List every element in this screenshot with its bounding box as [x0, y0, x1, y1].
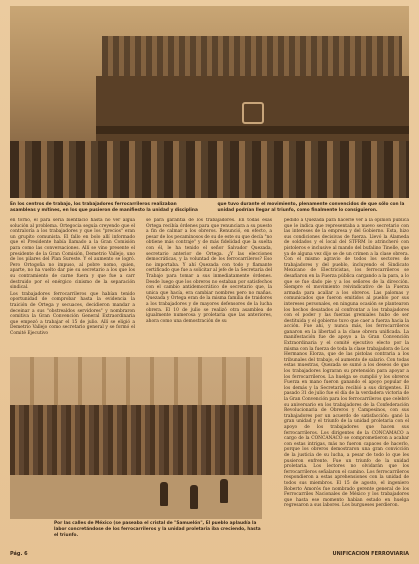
- photo-crowd-on-train: [102, 36, 402, 81]
- top-caption-left: En los centros de trabajo, los trabajadores ferrocarrileros realizaban asambleas y mítines, en los que pusieron de manifiesto la unidad y disciplina: [10, 202, 198, 213]
- photo-train-assembly: [10, 6, 409, 198]
- photo-buildings: [10, 357, 262, 407]
- photo-boxcar-stripe: [96, 126, 409, 134]
- page-number: Pág. 6: [10, 551, 28, 557]
- article-column-2: [146, 218, 272, 356]
- page-footer: [10, 549, 409, 559]
- photo-boxcar-emblem: [242, 102, 264, 124]
- top-caption-right: que tuvo durante el movimiento, plenamente convencidos de que sólo con la unidad podrían llegar al triunfo, como finalmente lo consiguieron.: [217, 202, 405, 213]
- top-photo-caption: [10, 202, 409, 214]
- photo-crowd: [10, 405, 262, 475]
- column-paragraph: pedido a Quezada para hacerle ver a la opinión pública que le indica que representaba a nuevo secretario con las intereses de la empresa y del Gobierno. Esta, hizo sus condiciones decisivas de fuerza. Llevó la Alameda de soldados y el local del STFRM lo atrincheró con pistoleros e inclusive al mando del bufalino Tinelle, que ya de alguna vez dijo se de un crimen a la clase obrera. Con el mismo agravio de todos los sectores de trabajadores y del pueblo, incluyendo el Sindicato Mexicano de Electricistas, los ferrocarrileros se desafiaron en la Fuerza pública cargando a la para, a lo que se fue dado pie y a los señores de la dirección. Siempre el movimiento reivindicativo de la Fuerza armada para acallar a los obreros. Las palomas y comunicados que fueron emitidos al pueblo por sus intereses personales, en ninguna ocasión se plantearon los hechos desatados al confrontar a los trabajadores con el poder y las fuerzas gremiales hubo de ser destituida y el gobierno tuvo que caer a fuerza hacia la acción. Fue ahí, y nunca más, los ferrocarrileros ganaron en la libertad a la clase obrera unificada. La manifestación fue de apoyo a la Gran Convención Extraordinaria y el comité ejecutivo electo por la misma con la fuerza de toda la clase trabajadora de Los Hermanos Elorza, que de las pistolas contraria a los tribunales del trabajo, el aumento de salario. Con todas estas muestras, Quezada se sumó a los deseos de que los trabajadores lograran su pretensión para apoyar a los ferrocarrileros. La huelga se cumplió y los obreros Fuerza en mano fueron ganando el apoyo popular de los demás y la Secretaría recibió a sus dirigentes. El pasado 31 de julio fue el día de la verdadera victoria de la Gran Convención para los ferrocarrileros que celebró su aniversario en los trabajadores de la Confederación Revolucionaria de Obreros y Campesinos, con sus trabajadores por un acuerdo de satisfacción: ganó la gran unidad y el triunfo de la unidad proletaria con el apoyo de los trabajadores que hacen sus ferrocarrileros. Los dirigentes de la CONCAMACO a cargo de la CONCANACO se comprometieron a acabar con estas intrigas, más no fueron capaces de hacerlo, porque los obreros demostraron una gran convicción de la justicia de su lucha, a pesar de todo lo que les pusieron enfrente. Fue un triunfo de la unidad proletaria. Los lectores no olvidarán que los ferrocarrileros señalaron el camino. Los ferrocarrileros respondieron a estas aprehensiones con la unidad de todos sus miembros. El 15 de agosto, el ingeniero Roberto Amorós fue nombrado gerente general de los Ferrocarriles Nacionales de México y los trabajadores que hasta ese momento habían estado en huelga regresaron a sus labores. Los burgueses perdieron.: [284, 218, 409, 509]
- column-paragraph: se para garantía de los trabajadores. En todas esas Ortega recibía órdenes para que renunciara a su puesto a fin de calmar a los obreros. Renunció, en efecto, a pesar de los pecaminosos de su de este su que decía "no obtiene más contraje" y de más fidelidad que la suelta con él, le ha tenido el señor Salvador Quezada, secretario anterior de Ortega. ¿Y las elecciones democráticas, y la voluntad de los ferrocarrileros? Eso no importaba. Y ahí Quezada con todo y flamante certificado que fue a solicitar al jefe de la Secretaría del Trabajo para tomar a sus inmediatamente órdenes. Desde luego que los obreros no estaban por satisfechos con el cambio antidemocrático de secretario que, la unica que hacía, era cambiar nombres pero no mañas. Quezada y Ortega eran de la misma familia de traidores a los trabajadores y de mayores defensores de la lucha obrera. El 10 de julio se realizó otra asamblea de igualmente numerosa y proletaria que las anteriores, ahora como una demostración de su: [146, 218, 272, 324]
- publication-name: UNIFICACION FERROVIARIA: [332, 551, 409, 557]
- photo-figure: [190, 485, 198, 509]
- column-paragraph: en torno, el para sería bienflacio hasta no ver algúa solución al problema. Ortegocia seguía creyendo que el contraloría a los trabajadores y que los "precios" eran un grupito comunista. El fallo en bolo allí informado que el Presidente había llamado a la Gran Comisión para como las conversaciones. Allí se vino presente el presidente de la Gran Comisión, Demetrio Vallejo, uno de los pilares del Plan Sureste. Y el aumento se logró. Pero Ortogoña no impuso, al pobre nomo, quien, aparte, no ha vuelto dar pie su secretario a los que los su contramiento de carne fuera y que fue a carr destruido por el enérgico cinismo de la separación sindical.: [10, 218, 135, 291]
- bottom-photo-caption: Por las calles de México (se paseaba el cristal de "Samuelón", El pueblo aplaudía la labor concretándose de los ferrocarrileros y la unidad proletaria iba creciendo, hasta el triunfo.: [54, 521, 261, 538]
- article-column-3: [284, 218, 409, 548]
- photo-street-march: [10, 357, 262, 519]
- column-paragraph: Los trabajadores ferrocarrileros que habían tenido oportunidad de comprobar hasta la evidencia la traición de Ortega y secuaces, decidieron mandar a deceinar a sus "obstrealdos servidores" y nombraron comitiva la Gran Convención General Extraordinaria que empezó a trabajar el 15 de julio. Allí se eligió a Demetrio Vallejo como secretario general y se formó el Comité Ejecutivo: [10, 291, 135, 336]
- photo-crowd-foreground: [10, 141, 409, 198]
- photo-figure: [220, 479, 228, 503]
- photo-figure: [160, 482, 168, 506]
